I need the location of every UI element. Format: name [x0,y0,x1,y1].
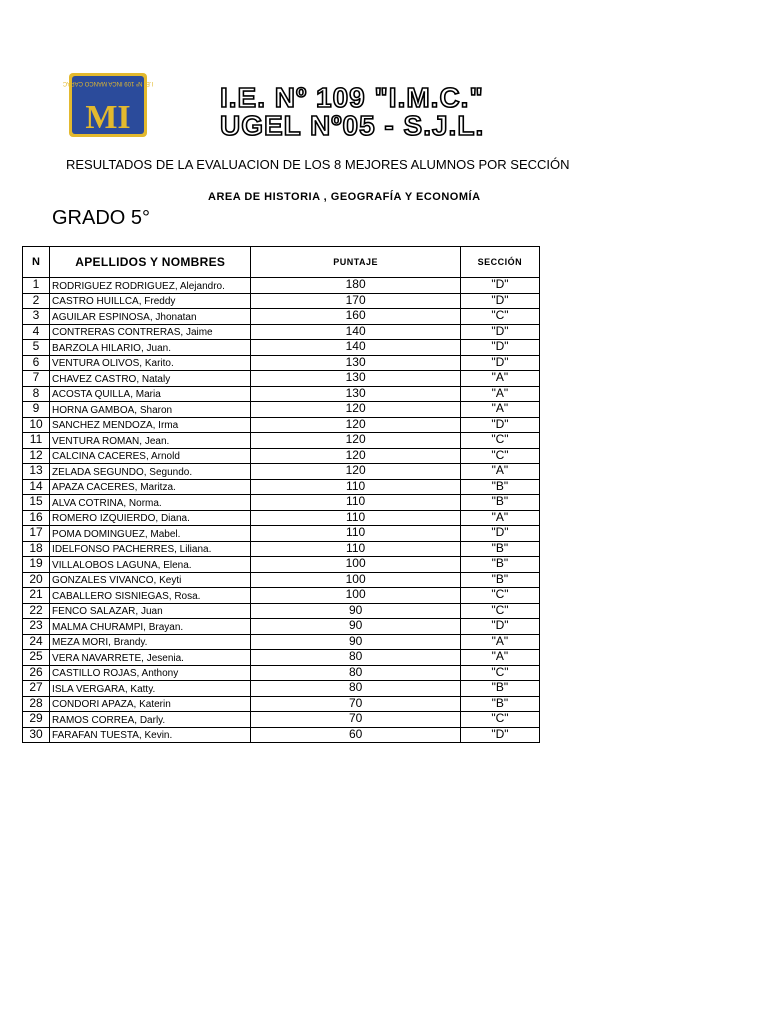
subject-area: AREA DE HISTORIA , GEOGRAFÍA Y ECONOMÍA [208,191,481,203]
student-section: "D" [460,417,539,433]
table-row [23,278,540,294]
row-number: 5 [23,340,50,356]
row-number: 18 [23,541,50,557]
student-section: "D" [460,619,539,635]
student-score: 120 [251,402,460,418]
table-row [23,433,540,449]
student-score: 130 [251,386,460,402]
student-name: MALMA CHURAMPI, Brayan. [50,619,251,635]
student-section: "B" [460,557,539,573]
student-section: "D" [460,727,539,743]
student-section: "B" [460,681,539,697]
student-score: 140 [251,340,460,356]
student-section: "A" [460,386,539,402]
row-number: 27 [23,681,50,697]
table-row [23,619,540,635]
student-name: CONTRERAS CONTRERAS, Jaime [50,324,251,340]
student-section: "D" [460,293,539,309]
ugel-title: UGEL Nº05 - S.J.L. [220,110,485,141]
student-name: SANCHEZ MENDOZA, Irma [50,417,251,433]
table-row [23,696,540,712]
table-row [23,309,540,325]
row-number: 13 [23,464,50,480]
student-name: ISLA VERGARA, Katty. [50,681,251,697]
document-subtitle: RESULTADOS DE LA EVALUACION DE LOS 8 MEJORES ALUMNOS POR SECCIÓN [66,157,570,172]
student-name: APAZA CACERES, Maritza. [50,479,251,495]
table-row [23,479,540,495]
student-name: RAMOS CORREA, Darly. [50,712,251,728]
table-row [23,355,540,371]
student-section: "A" [460,464,539,480]
school-logo [62,72,154,138]
student-section: "A" [460,634,539,650]
row-number: 7 [23,371,50,387]
student-name: IDELFONSO PACHERRES, Liliana. [50,541,251,557]
row-number: 19 [23,557,50,573]
student-name: POMA DOMINGUEZ, Mabel. [50,526,251,542]
logo-initials: MI [85,99,131,136]
row-number: 2 [23,293,50,309]
row-number: 14 [23,479,50,495]
row-number: 21 [23,588,50,604]
row-number: 22 [23,603,50,619]
student-section: "C" [460,433,539,449]
student-name: MEZA MORI, Brandy. [50,634,251,650]
student-score: 160 [251,309,460,325]
row-number: 15 [23,495,50,511]
student-name: ALVA COTRINA, Norma. [50,495,251,511]
table-row [23,557,540,573]
student-score: 100 [251,588,460,604]
table-row [23,588,540,604]
student-section: "B" [460,479,539,495]
student-section: "C" [460,588,539,604]
student-name: ACOSTA QUILLA, Maria [50,386,251,402]
table-row [23,448,540,464]
row-number: 23 [23,619,50,635]
table-row [23,665,540,681]
header-number: N [23,247,50,278]
student-score: 110 [251,495,460,511]
row-number: 8 [23,386,50,402]
student-name: CASTRO HUILLCA, Freddy [50,293,251,309]
student-section: "B" [460,696,539,712]
student-name: AGUILAR ESPINOSA, Jhonatan [50,309,251,325]
row-number: 10 [23,417,50,433]
student-name: GONZALES VIVANCO, Keyti [50,572,251,588]
student-name: CABALLERO SISNIEGAS, Rosa. [50,588,251,604]
student-score: 90 [251,619,460,635]
student-section: "C" [460,712,539,728]
student-score: 80 [251,665,460,681]
student-score: 180 [251,278,460,294]
grade-label: GRADO 5° [52,207,151,229]
student-section: "C" [460,603,539,619]
student-section: "D" [460,340,539,356]
student-section: "C" [460,665,539,681]
student-name: VILLALOBOS LAGUNA, Elena. [50,557,251,573]
row-number: 26 [23,665,50,681]
table-row [23,727,540,743]
table-row [23,340,540,356]
student-section: "D" [460,278,539,294]
student-score: 130 [251,355,460,371]
student-score: 120 [251,433,460,449]
header-score: PUNTAJE [251,247,460,278]
student-name: CONDORI APAZA, Katerin [50,696,251,712]
table-row [23,526,540,542]
student-score: 110 [251,479,460,495]
student-section: "C" [460,309,539,325]
table-row [23,712,540,728]
student-score: 110 [251,526,460,542]
student-score: 120 [251,464,460,480]
table-row [23,324,540,340]
table-row [23,650,540,666]
table-row [23,634,540,650]
results-table [22,246,540,743]
table-row [23,572,540,588]
student-score: 130 [251,371,460,387]
student-score: 170 [251,293,460,309]
student-section: "B" [460,541,539,557]
student-section: "B" [460,495,539,511]
table-row [23,603,540,619]
table-row [23,417,540,433]
student-section: "C" [460,448,539,464]
student-score: 100 [251,557,460,573]
row-number: 30 [23,727,50,743]
student-name: FARAFAN TUESTA, Kevin. [50,727,251,743]
row-number: 29 [23,712,50,728]
table-row [23,386,540,402]
student-name: CASTILLO ROJAS, Anthony [50,665,251,681]
header-section: SECCIÓN [460,247,539,278]
student-score: 90 [251,634,460,650]
student-score: 120 [251,448,460,464]
row-number: 28 [23,696,50,712]
table-row [23,371,540,387]
student-score: 110 [251,541,460,557]
student-name: ROMERO IZQUIERDO, Diana. [50,510,251,526]
table-row [23,495,540,511]
student-section: "B" [460,572,539,588]
student-score: 60 [251,727,460,743]
student-section: "D" [460,355,539,371]
table-row [23,293,540,309]
student-score: 100 [251,572,460,588]
student-section: "D" [460,324,539,340]
student-name: RODRIGUEZ RODRIGUEZ, Alejandro. [50,278,251,294]
student-section: "D" [460,526,539,542]
row-number: 1 [23,278,50,294]
student-name: VENTURA OLIVOS, Karito. [50,355,251,371]
table-header-row [23,247,540,278]
table-row [23,541,540,557]
table-row [23,464,540,480]
row-number: 24 [23,634,50,650]
row-number: 20 [23,572,50,588]
school-title: I.E. Nº 109 "I.M.C." [220,82,484,113]
row-number: 16 [23,510,50,526]
student-name: VERA NAVARRETE, Jesenia. [50,650,251,666]
table-row [23,681,540,697]
table-row [23,402,540,418]
student-score: 90 [251,603,460,619]
student-name: HORNA GAMBOA, Sharon [50,402,251,418]
student-section: "A" [460,402,539,418]
row-number: 4 [23,324,50,340]
table-row [23,510,540,526]
student-section: "A" [460,510,539,526]
student-section: "A" [460,650,539,666]
row-number: 12 [23,448,50,464]
row-number: 6 [23,355,50,371]
student-name: ZELADA SEGUNDO, Segundo. [50,464,251,480]
student-name: FENCO SALAZAR, Juan [50,603,251,619]
row-number: 17 [23,526,50,542]
row-number: 3 [23,309,50,325]
student-name: CALCINA CACERES, Arnold [50,448,251,464]
student-section: "A" [460,371,539,387]
student-score: 70 [251,696,460,712]
logo-text: I.E. Nº 109 INCA MANCO CAPAC [62,80,154,86]
student-name: VENTURA ROMAN, Jean. [50,433,251,449]
student-score: 120 [251,417,460,433]
student-score: 110 [251,510,460,526]
student-name: BARZOLA HILARIO, Juan. [50,340,251,356]
student-score: 140 [251,324,460,340]
row-number: 25 [23,650,50,666]
student-score: 80 [251,681,460,697]
student-name: CHAVEZ CASTRO, Nataly [50,371,251,387]
student-score: 70 [251,712,460,728]
header-names: APELLIDOS Y NOMBRES [50,247,251,278]
row-number: 9 [23,402,50,418]
row-number: 11 [23,433,50,449]
student-score: 80 [251,650,460,666]
